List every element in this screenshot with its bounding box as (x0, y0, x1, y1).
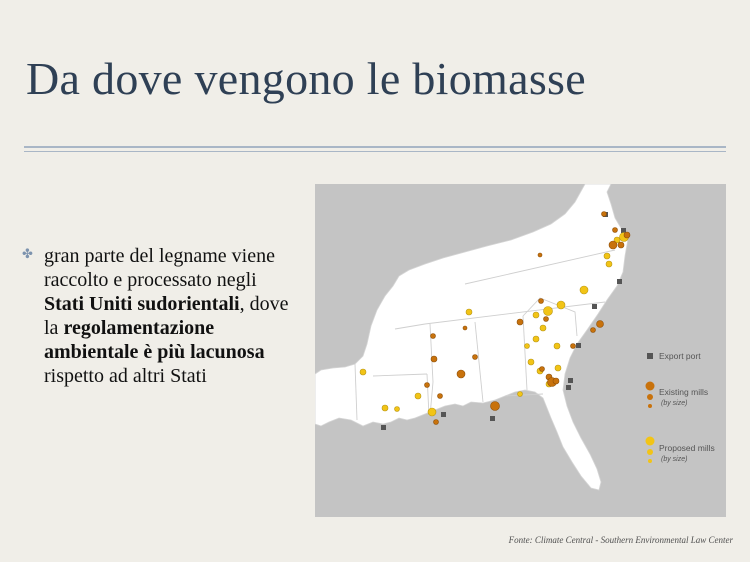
proposed-mill (525, 344, 530, 349)
bullet-list (22, 244, 292, 388)
legend-proposed-sub: (by size) (661, 456, 688, 463)
existing-mill (553, 378, 559, 384)
proposed-mill (606, 261, 612, 267)
southeast-us-map (315, 184, 726, 517)
source-caption: Fonte: Climate Central - Southern Environmental Law Center (508, 535, 733, 545)
existing-mill (517, 319, 523, 325)
bullet-text-part: rispetto ad altri Stati (44, 365, 207, 387)
existing-mill (544, 317, 549, 322)
proposed-mill (557, 301, 565, 309)
bullet-text (44, 244, 292, 388)
legend-existing-mills: Existing mills (659, 387, 709, 397)
proposed-mill (533, 336, 539, 342)
existing-mill (425, 383, 430, 388)
existing-mill (613, 228, 618, 233)
proposed-mill (554, 343, 560, 349)
existing-mill (624, 232, 630, 238)
existing-mill (539, 299, 544, 304)
proposed-mill (428, 408, 436, 416)
existing-mill (473, 355, 478, 360)
proposed-mill (518, 392, 523, 397)
port-marker (566, 385, 571, 390)
bullet-bold-part: regolamentazione ambientale è più lacunosa (44, 317, 265, 363)
port-marker (576, 343, 581, 348)
existing-mill (540, 367, 545, 372)
slide-title: Da dove vengono le biomasse (26, 53, 586, 104)
bullet-star-icon: ✤ (22, 247, 33, 262)
existing-mill (431, 356, 437, 362)
legend-existing-small (648, 404, 652, 408)
legend-proposed-medium (647, 449, 653, 455)
existing-mill (602, 212, 607, 217)
existing-mill (431, 334, 436, 339)
port-marker (592, 304, 597, 309)
existing-mill (571, 344, 576, 349)
legend-existing-large (646, 382, 655, 391)
proposed-mill (360, 369, 366, 375)
existing-mill (538, 253, 542, 257)
port-marker (568, 378, 573, 383)
proposed-mill (533, 312, 539, 318)
proposed-mill (395, 407, 400, 412)
title-divider-thin (24, 151, 726, 152)
port-marker (441, 412, 446, 417)
existing-mill (438, 394, 443, 399)
existing-mill (491, 402, 500, 411)
existing-mill (591, 328, 596, 333)
bullet-bold-part: Stati Uniti sudorientali (44, 293, 240, 315)
bullet-text-part: , dove la (44, 293, 289, 339)
proposed-mill (528, 359, 534, 365)
existing-mill (597, 321, 604, 328)
proposed-mill (604, 253, 610, 259)
proposed-mill (544, 307, 553, 316)
legend-port-icon (647, 353, 653, 359)
legend-proposed-large (646, 437, 655, 446)
legend-existing-sub: (by size) (661, 400, 688, 407)
port-marker (381, 425, 386, 430)
proposed-mill (540, 325, 546, 331)
existing-mill (434, 420, 439, 425)
title-divider (24, 146, 726, 148)
proposed-mill (555, 365, 561, 371)
legend-existing-medium (647, 394, 653, 400)
proposed-mill (580, 286, 588, 294)
port-marker (617, 279, 622, 284)
bullet-text-part: gran parte del legname viene raccolto e processato negli (44, 245, 275, 291)
proposed-mill (415, 393, 421, 399)
legend-proposed-mills: Proposed mills (659, 443, 715, 453)
existing-mill (463, 326, 467, 330)
legend-export-port: Export port (659, 351, 701, 361)
proposed-mill (382, 405, 388, 411)
existing-mill (618, 242, 624, 248)
existing-mill (457, 370, 465, 378)
port-marker (490, 416, 495, 421)
existing-mill (609, 241, 617, 249)
proposed-mill (466, 309, 472, 315)
legend-proposed-small (648, 459, 652, 463)
